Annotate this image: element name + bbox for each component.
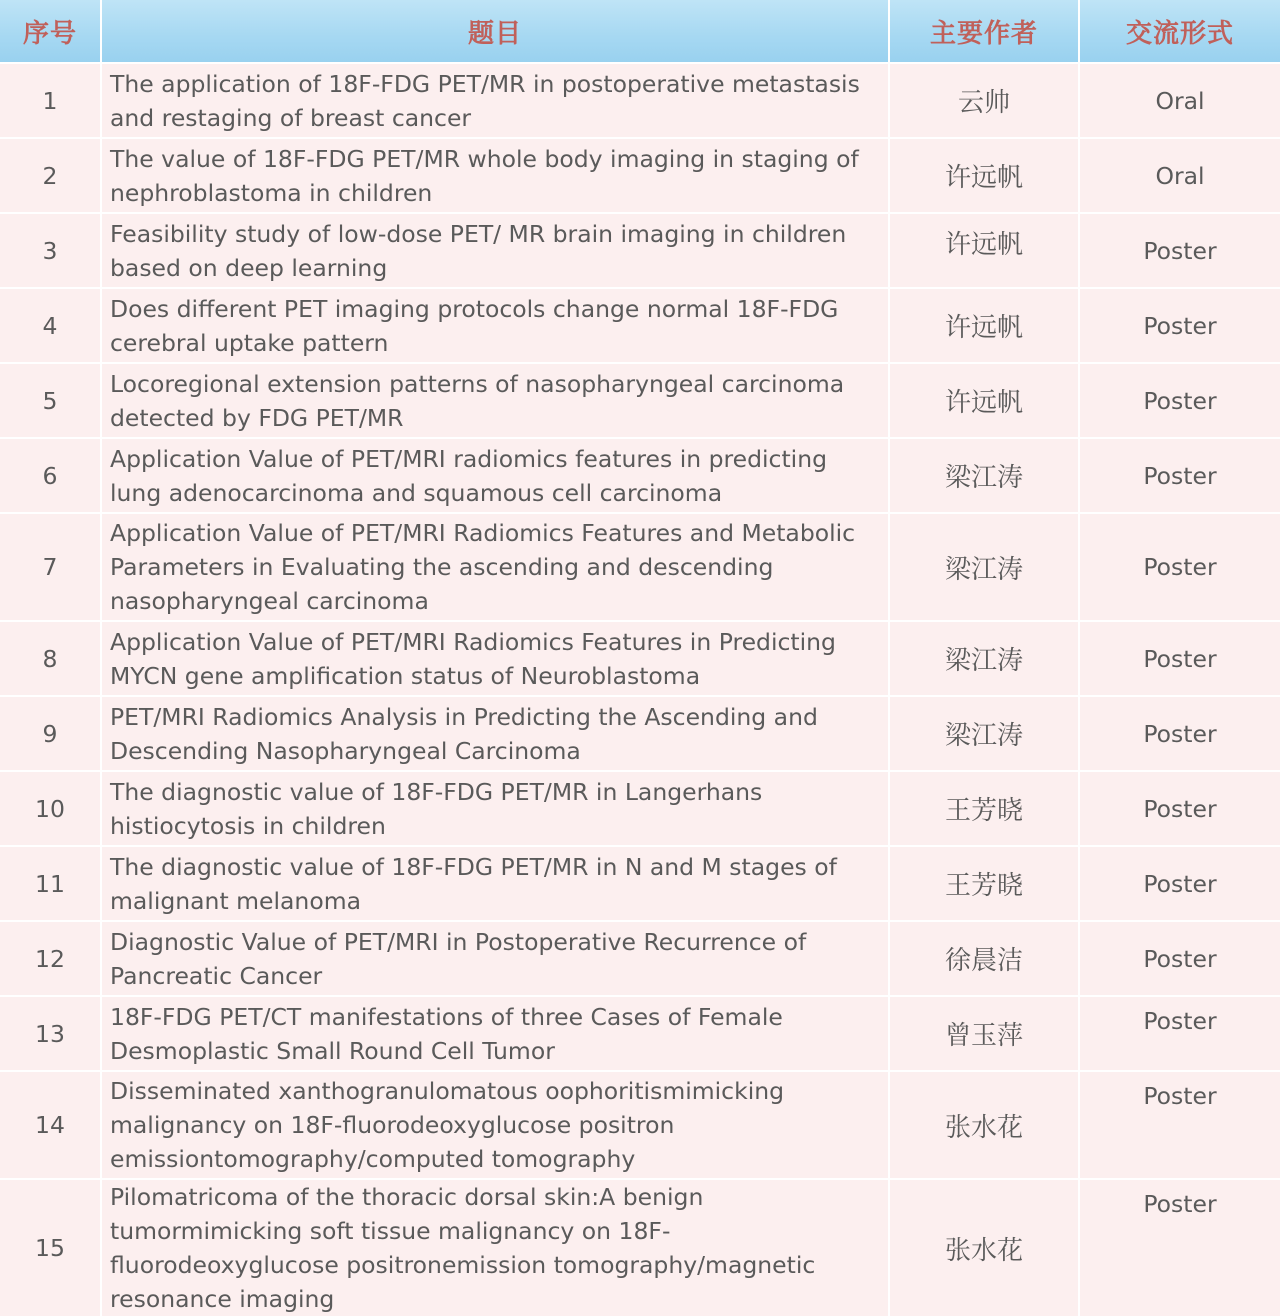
row-author: 王芳晓 xyxy=(890,845,1080,920)
row-form: Poster xyxy=(1080,362,1280,437)
table-row xyxy=(0,770,1280,845)
row-title: Does different PET imaging protocols change normal 18F-FDG cerebral uptake pattern xyxy=(102,287,890,362)
row-number: 4 xyxy=(0,287,102,362)
table-row xyxy=(0,212,1280,287)
row-form: Poster xyxy=(1080,770,1280,845)
row-title: Locoregional extension patterns of nasopharyngeal carcinoma detected by FDG PET/MR xyxy=(102,362,890,437)
table-row xyxy=(0,512,1280,620)
row-form: Poster xyxy=(1080,1070,1280,1178)
header-author: 主要作者 xyxy=(890,0,1080,62)
row-number: 3 xyxy=(0,212,102,287)
table-header xyxy=(0,0,1280,62)
row-title: PET/MRI Radiomics Analysis in Predicting the Ascending and Descending Nasopharyngeal Carcinoma xyxy=(102,695,890,770)
row-title: The diagnostic value of 18F-FDG PET/MR in N and M stages of malignant melanoma xyxy=(102,845,890,920)
table-row xyxy=(0,287,1280,362)
row-form: Oral xyxy=(1080,62,1280,137)
row-title: The value of 18F-FDG PET/MR whole body imaging in staging of nephroblastoma in children xyxy=(102,137,890,212)
row-form: Poster xyxy=(1080,212,1280,287)
row-title: 18F-FDG PET/CT manifestations of three Cases of Female Desmoplastic Small Round Cell Tumor xyxy=(102,995,890,1070)
row-form: Poster xyxy=(1080,695,1280,770)
row-number: 13 xyxy=(0,995,102,1070)
row-author: 徐晨洁 xyxy=(890,920,1080,995)
row-author: 许远帆 xyxy=(890,137,1080,212)
row-form: Poster xyxy=(1080,620,1280,695)
row-author: 梁江涛 xyxy=(890,512,1080,620)
row-number: 5 xyxy=(0,362,102,437)
row-number: 12 xyxy=(0,920,102,995)
row-number: 15 xyxy=(0,1178,102,1316)
row-form: Poster xyxy=(1080,845,1280,920)
header-row xyxy=(0,0,1280,62)
header-form: 交流形式 xyxy=(1080,0,1280,62)
row-number: 7 xyxy=(0,512,102,620)
row-title: Application Value of PET/MRI Radiomics Features in Predicting MYCN gene amplification status of Neuroblastoma xyxy=(102,620,890,695)
row-number: 14 xyxy=(0,1070,102,1178)
row-number: 6 xyxy=(0,437,102,512)
table-row xyxy=(0,920,1280,995)
row-title: Diagnostic Value of PET/MRI in Postoperative Recurrence of Pancreatic Cancer xyxy=(102,920,890,995)
table-row xyxy=(0,1178,1280,1316)
header-no: 序号 xyxy=(0,0,102,62)
row-title: Application Value of PET/MRI Radiomics Features and Metabolic Parameters in Evaluating the ascending and descending nasopharyngeal carcinoma xyxy=(102,512,890,620)
row-form: Poster xyxy=(1080,437,1280,512)
row-author: 许远帆 xyxy=(890,212,1080,287)
row-author: 梁江涛 xyxy=(890,620,1080,695)
row-title: The application of 18F-FDG PET/MR in postoperative metastasis and restaging of breast cancer xyxy=(102,62,890,137)
table-row xyxy=(0,1070,1280,1178)
row-number: 2 xyxy=(0,137,102,212)
table-row xyxy=(0,845,1280,920)
row-number: 8 xyxy=(0,620,102,695)
table-row xyxy=(0,437,1280,512)
row-title: Application Value of PET/MRI radiomics features in predicting lung adenocarcinoma and squamous cell carcinoma xyxy=(102,437,890,512)
row-title: Feasibility study of low-dose PET/ MR brain imaging in children based on deep learning xyxy=(102,212,890,287)
row-form: Poster xyxy=(1080,995,1280,1070)
row-title: Pilomatricoma of the thoracic dorsal skin:A benign tumormimicking soft tissue malignancy on 18F-fluorodeoxyglucose positronemission tomography/magnetic resonance imaging xyxy=(102,1178,890,1316)
row-author: 张水花 xyxy=(890,1070,1080,1178)
table-row xyxy=(0,620,1280,695)
row-number: 9 xyxy=(0,695,102,770)
table-row xyxy=(0,137,1280,212)
row-author: 张水花 xyxy=(890,1178,1080,1316)
row-title: Disseminated xanthogranulomatous oophoritismimicking malignancy on 18F-fluorodeoxyglucose positron emissiontomography/computed tomography xyxy=(102,1070,890,1178)
row-author: 梁江涛 xyxy=(890,695,1080,770)
row-number: 11 xyxy=(0,845,102,920)
row-author: 许远帆 xyxy=(890,362,1080,437)
row-form: Poster xyxy=(1080,920,1280,995)
row-author: 曾玉萍 xyxy=(890,995,1080,1070)
table-row xyxy=(0,62,1280,137)
table-row xyxy=(0,695,1280,770)
row-author: 王芳晓 xyxy=(890,770,1080,845)
row-author: 梁江涛 xyxy=(890,437,1080,512)
row-form: Poster xyxy=(1080,287,1280,362)
table-body xyxy=(0,62,1280,1316)
row-author: 许远帆 xyxy=(890,287,1080,362)
header-title: 题目 xyxy=(102,0,890,62)
row-form: Poster xyxy=(1080,512,1280,620)
row-title: The diagnostic value of 18F-FDG PET/MR in Langerhans histiocytosis in children xyxy=(102,770,890,845)
table-row xyxy=(0,362,1280,437)
row-form: Poster xyxy=(1080,1178,1280,1316)
row-form: Oral xyxy=(1080,137,1280,212)
table-row xyxy=(0,995,1280,1070)
row-author: 云帅 xyxy=(890,62,1080,137)
row-number: 10 xyxy=(0,770,102,845)
row-number: 1 xyxy=(0,62,102,137)
